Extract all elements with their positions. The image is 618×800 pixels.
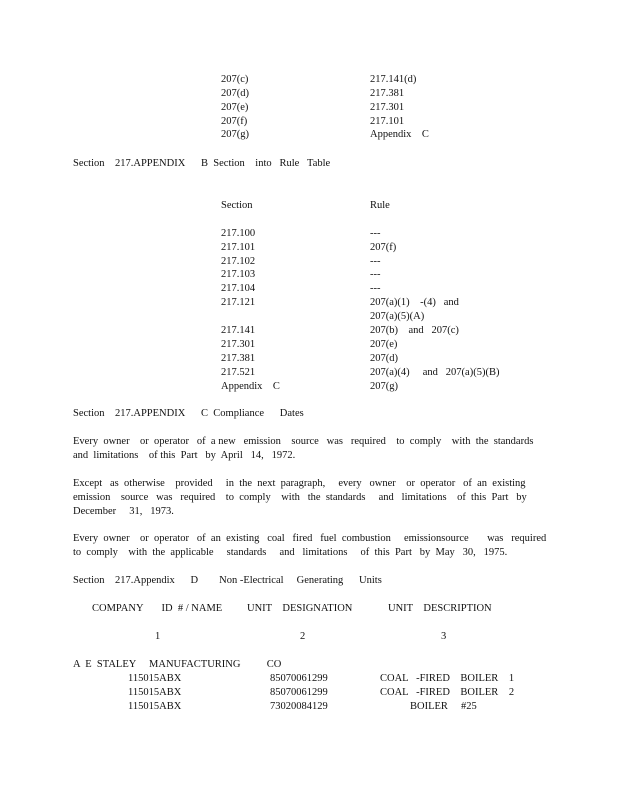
unit-designation-column-header: UNIT DESIGNATION [247,603,353,614]
paragraph-line: Every owner or operator of a new emission source was required to comply with the standards [73,436,534,447]
unit-designation: 85070061299 [270,673,328,684]
table-cell: --- [370,269,381,280]
table-cell: 207(a)(5)(A) [370,311,425,322]
top-table-cell: 207(e) [221,102,249,113]
column-number: 1 [155,631,161,642]
paragraph-line: December 31, 1973. [73,506,174,517]
table-cell: 217.521 [221,367,256,378]
unit-description: COAL -FIRED BOILER 1 [380,673,515,684]
company-id-column-header: COMPANY ID # / NAME [92,603,223,614]
appendix-b-heading: Section 217.APPENDIX B Section into Rule Table [73,158,331,169]
table-cell: 217.103 [221,269,256,280]
appendix-c-heading: Section 217.APPENDIX C Compliance Dates [73,408,304,419]
table-cell: 207(g) [370,381,398,392]
top-table-cell: 207(c) [221,74,249,85]
unit-id: 115015ABX [128,701,182,712]
rule-column-header: Rule [370,200,390,211]
unit-designation: 85070061299 [270,687,328,698]
table-cell: 207(f) [370,242,397,253]
table-cell: --- [370,228,381,239]
paragraph-line: Except as otherwise provided in the next paragraph, every owner or operator of an existing [73,478,526,489]
table-cell: 217.100 [221,228,256,239]
table-cell: 217.141 [221,325,256,336]
table-cell: 217.101 [221,242,256,253]
table-cell: 217.381 [221,353,256,364]
table-cell: --- [370,283,381,294]
unit-description: BOILER #25 [410,701,477,712]
unit-description: COAL -FIRED BOILER 2 [380,687,515,698]
table-cell: 217.102 [221,256,256,267]
table-cell: 217.301 [221,339,256,350]
compliance-paragraph-existing-sources [73,477,533,519]
top-table-cell: 217.301 [370,102,405,113]
section-column-header: Section [221,200,253,211]
table-cell: 207(e) [370,339,398,350]
paragraph-line: and limitations of this Part by April 14, 1972. [73,450,296,461]
paragraph-line: Every owner or operator of an existing coal fired fuel combustion emissionsource was required [73,533,547,544]
table-cell: 207(b) and 207(c) [370,325,459,336]
table-cell: 217.121 [221,297,256,308]
table-cell: --- [370,256,381,267]
table-cell: 207(d) [370,353,398,364]
column-number: 3 [441,631,447,642]
table-cell: Appendix C [221,381,280,392]
appendix-d-heading: Section 217.Appendix D Non -Electrical Generating Units [73,575,382,586]
top-table-cell: 217.141(d) [370,74,417,85]
top-table-cell: 207(d) [221,88,249,99]
compliance-paragraph-coal-fired [73,532,547,560]
table-cell: 207(a)(4) and 207(a)(5)(B) [370,367,500,378]
top-table-cell: 217.101 [370,116,405,127]
unit-id: 115015ABX [128,687,182,698]
table-cell: 207(a)(1) -(4) and [370,297,459,308]
unit-designation: 73020084129 [270,701,328,712]
top-table-cell: 207(f) [221,116,248,127]
paragraph-line: emission source was required to comply with the standards and limitations of this Part by [73,492,527,503]
unit-description-column-header: UNIT DESCRIPTION [388,603,492,614]
top-table-cell: 217.381 [370,88,405,99]
paragraph-line: to comply with the applicable standards and limitations of this Part by May 30, 1975. [73,547,508,558]
unit-id: 115015ABX [128,673,182,684]
table-cell: 217.104 [221,283,256,294]
column-number: 2 [300,631,306,642]
company-name: A E STALEY MANUFACTURING CO [73,659,282,670]
compliance-paragraph-new-sources [73,435,533,463]
top-table-cell: Appendix C [370,129,429,140]
top-table-cell: 207(g) [221,129,249,140]
